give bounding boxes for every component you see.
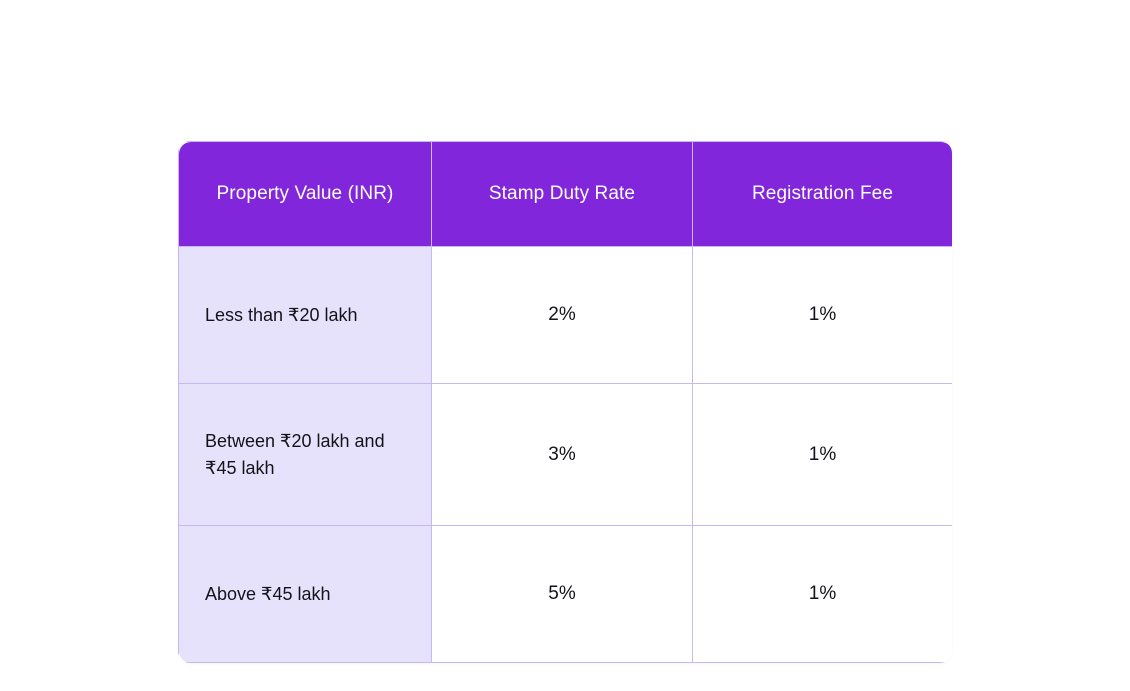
column-header-stamp-duty-rate: Stamp Duty Rate	[432, 142, 693, 247]
stamp-duty-table-container	[178, 141, 952, 663]
table-header	[179, 142, 953, 247]
table-body	[179, 247, 953, 663]
cell-stamp-duty-rate: 3%	[432, 384, 693, 526]
table-row	[179, 526, 953, 663]
cell-registration-fee: 1%	[693, 526, 953, 663]
table-header-row	[179, 142, 953, 247]
table-row	[179, 384, 953, 526]
cell-registration-fee: 1%	[693, 247, 953, 384]
cell-stamp-duty-rate: 5%	[432, 526, 693, 663]
cell-stamp-duty-rate: 2%	[432, 247, 693, 384]
cell-registration-fee: 1%	[693, 384, 953, 526]
cell-property-value: Between ₹20 lakh and ₹45 lakh	[179, 384, 432, 526]
table-row	[179, 247, 953, 384]
stamp-duty-table	[178, 141, 952, 663]
cell-property-value: Less than ₹20 lakh	[179, 247, 432, 384]
cell-property-value: Above ₹45 lakh	[179, 526, 432, 663]
column-header-property-value: Property Value (INR)	[179, 142, 432, 247]
column-header-registration-fee: Registration Fee	[693, 142, 953, 247]
